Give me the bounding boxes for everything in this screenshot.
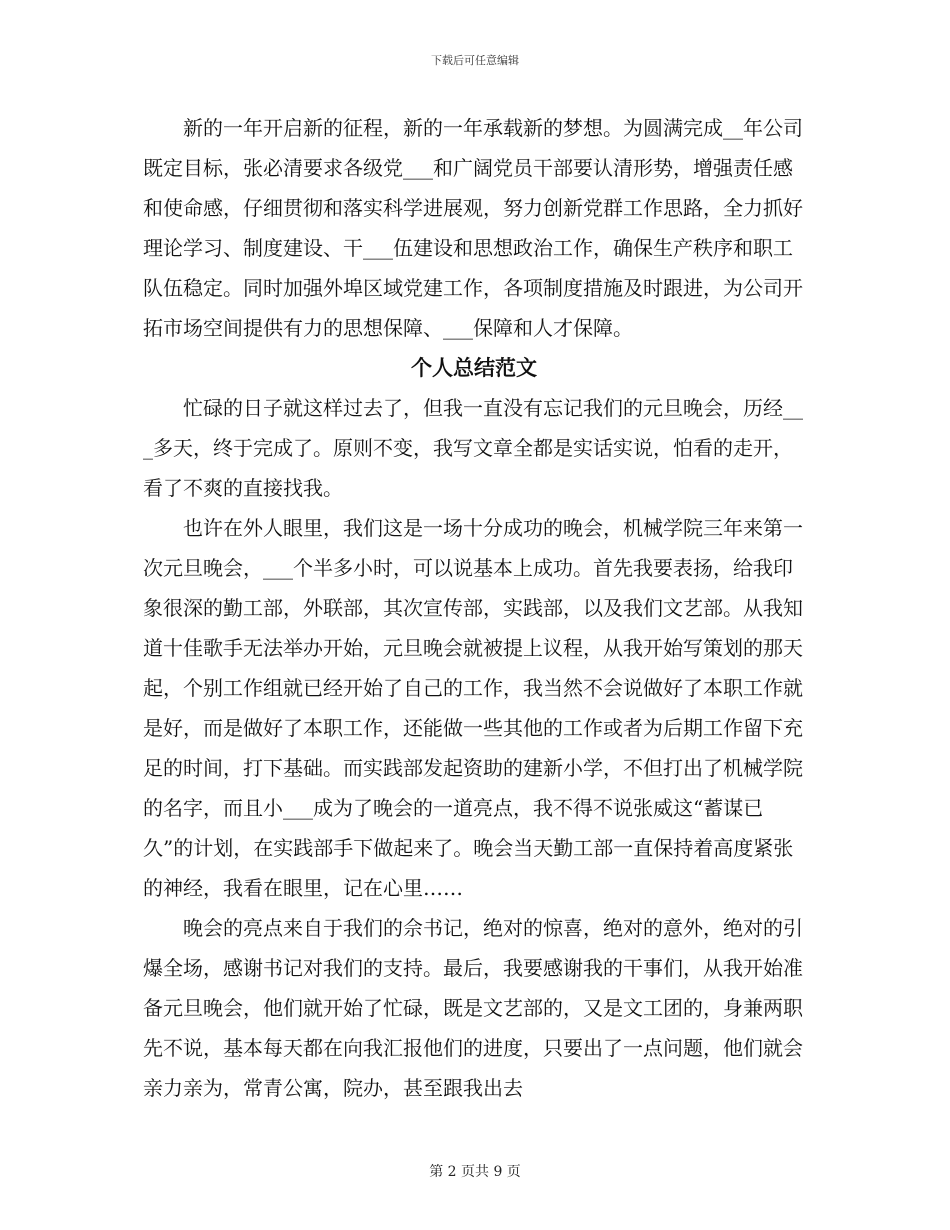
- paragraph-3: 晚会的亮点来自于我们的佘书记，绝对的惊喜，绝对的意外，绝对的引爆全场，感谢书记对我们的支持。最后，我要感谢我的干事们，从我开始准备元旦晚会，他们就开始了忙碌，既是文艺部的，又是文工团的，身兼两职先不说，基本每天都在向我汇报他们的进度，只要出了一点问题，他们就会亲力亲为，常青公寓，院办，甚至跟我出去: [143, 916, 803, 1100]
- paragraph-2: 也许在外人眼里，我们这是一场十分成功的晚会，机械学院三年来第一次元旦晚会，___个半多小时，可以说基本上成功。首先我要表扬，给我印象很深的勤工部，外联部，其次宣传部，实践部，以及我们文艺部。从我知道十佳歌手无法举办开始，元旦晚会就被提上议程，从我开始写策划的那天起，个别工作组就已经开始了自己的工作，我当然不会说做好了本职工作就是好，而是做好了本职工作，还能做一些其他的工作或者为后期工作留下充足的时间，打下基础。而实践部发起资助的建新小学，不但打出了机械学院的名字，而且小___成为了晚会的一道亮点，我不得不说张威这“蓄谋已久”的计划，在实践部手下做起来了。晚会当天勤工部一直保持着高度紧张的神经，我看在眼里，记在心里……: [143, 516, 803, 900]
- page-header: 下载后可任意编辑: [431, 54, 519, 67]
- paragraph-intro: 新的一年开启新的征程，新的一年承载新的梦想。为圆满完成__年公司既定目标，张必清要求各级党___和广阔党员干部要认清形势，增强责任感和使命感，仔细贯彻和落实科学进展观，努力创新党群工作思路，全力抓好理论学习、制度建设、干___伍建设和思想政治工作，确保生产秩序和职工队伍稳定。同时加强外埠区域党建工作，各项制度措施及时跟进，为公司开拓市场空间提供有力的思想保障、___保障和人才保障。: [143, 116, 803, 340]
- page-footer: 第 2 页共 9 页: [429, 1164, 521, 1180]
- document-body: [143, 108, 805, 1108]
- paragraph-1: 忙碌的日子就这样过去了，但我一直没有忘记我们的元旦晚会，历经___多天，终于完成了。原则不变，我写文章全都是实话实说，怕看的走开，看了不爽的直接找我。: [143, 396, 803, 500]
- section-title: 个人总结范文: [411, 355, 537, 380]
